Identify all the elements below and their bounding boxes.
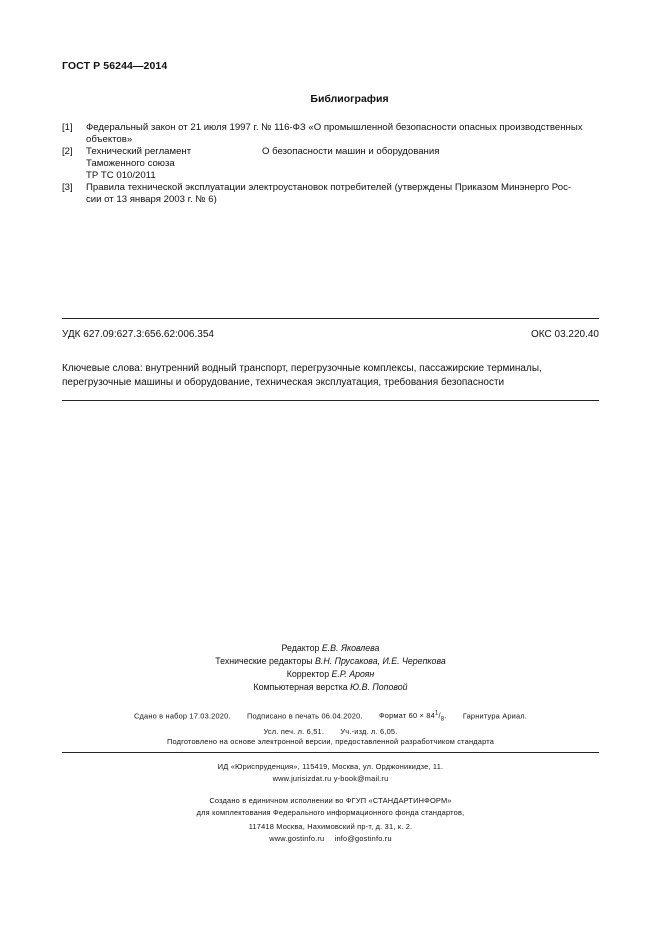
imprint-signed: Подписано в печать 06.04.2020. xyxy=(246,711,363,721)
imprint-format-prefix: Формат 60 × 84 xyxy=(378,711,435,721)
bib-item-1-line2: объектов» xyxy=(86,134,133,145)
publisher-contacts xyxy=(0,773,661,785)
editor-label: Редактор xyxy=(281,643,320,653)
created-line1: Создано в единичном исполнении во ФГУП «СТАНДАРТИНФОРМ» xyxy=(209,796,452,805)
bib-item-3-line1: Правила технической эксплуатации электроустановок потребителей (утверждены Приказом Минэнерго Рос- xyxy=(86,182,572,193)
bib-item-3-line2: сии от 13 января 2003 г. № 6) xyxy=(86,194,217,205)
imprint-prepared: Подготовлено на основе электронной версии, предоставленной разработчиком стандарта xyxy=(166,737,495,746)
bib-item-2-reg-line3: ТР ТС 010/2011 xyxy=(86,170,156,181)
publisher-email[interactable]: y-book@mail.ru xyxy=(333,774,389,783)
tech-editors-label: Технические редакторы xyxy=(215,656,313,666)
credit-layout xyxy=(0,681,661,694)
gostinfo-block xyxy=(0,821,661,845)
imprint-print-details xyxy=(0,708,661,738)
keywords-line1: Ключевые слова: внутренний водный транспорт, перегрузочные комплексы, пассажирские терминалы, xyxy=(62,363,542,374)
imprint-format-sub: 8 xyxy=(440,716,445,723)
gostinfo-contacts xyxy=(0,833,661,845)
divider-top xyxy=(62,318,599,319)
bib-item-2-title: О безопасности машин и оборудования xyxy=(262,146,440,157)
oks-code: ОКС 03.220.40 xyxy=(531,329,599,340)
created-block xyxy=(0,795,661,819)
gostinfo-email[interactable]: info@gostinfo.ru xyxy=(334,834,392,843)
credit-tech-editors xyxy=(0,655,661,668)
bib-item-1-number: [1] xyxy=(62,122,73,133)
gostinfo-address: 117418 Москва, Нахимовский пр-т, д. 31, к. 2. xyxy=(248,822,413,831)
divider-imprint xyxy=(62,752,599,753)
credit-corrector xyxy=(0,668,661,681)
corrector-label: Корректор xyxy=(286,669,330,679)
imprint-line-dates xyxy=(0,708,661,726)
keywords-block xyxy=(62,362,602,390)
publisher-site[interactable]: www.jurisizdat.ru xyxy=(272,774,332,783)
bib-item-3-number: [3] xyxy=(62,182,73,193)
corrector-name: Е.Р. Ароян xyxy=(331,669,375,679)
credits-block xyxy=(0,642,661,694)
publisher-line1: ИД «Юриспруденция», 115419, Москва, ул. Орджоникидзе, 11. xyxy=(217,762,444,771)
udk-code: УДК 627.09:627.3:656.62:006.354 xyxy=(62,329,214,340)
document-header: ГОСТ Р 56244—2014 xyxy=(62,60,168,72)
layout-label: Компьютерная верстка xyxy=(253,682,348,692)
bib-item-1-line1: Федеральный закон от 21 июля 1997 г. № 116-ФЗ «О промышленной безопасности опасных производственных xyxy=(86,122,583,133)
publisher-block xyxy=(0,761,661,785)
gostinfo-site[interactable]: www.gostinfo.ru xyxy=(269,834,325,843)
editor-name: Е.В. Яковлева xyxy=(321,643,380,653)
imprint-print-sheets: Усл. печ. л. 6,51. xyxy=(263,726,325,736)
imprint-format-sup: 1 xyxy=(434,711,439,717)
bib-item-2-reg-line2: Таможенного союза xyxy=(86,158,175,169)
divider-keywords xyxy=(62,400,599,401)
credit-editor xyxy=(0,642,661,655)
bibliography-title: Библиография xyxy=(310,93,389,105)
layout-name: Ю.В. Поповой xyxy=(350,682,408,692)
imprint-sent: Сдано в набор 17.03.2020. xyxy=(133,711,231,721)
bib-item-2-number: [2] xyxy=(62,146,73,157)
imprint-format: Формат $60 \times 84^1/_8$. xyxy=(378,711,447,723)
imprint-font: Гарнитура Ариал. xyxy=(462,711,528,721)
created-line2: для комплектования Федерального информационного фонда стандартов, xyxy=(196,808,465,817)
bib-item-2-reg-line1: Технический регламент xyxy=(86,146,192,157)
imprint-pub-sheets: Уч.-изд. л. 6,05. xyxy=(340,726,398,736)
tech-editors-names: В.Н. Прусакова, И.Е. Черепкова xyxy=(315,656,446,666)
keywords-line2: перегрузочные машины и оборудование, техническая эксплуатация, требования безопасности xyxy=(62,377,505,388)
